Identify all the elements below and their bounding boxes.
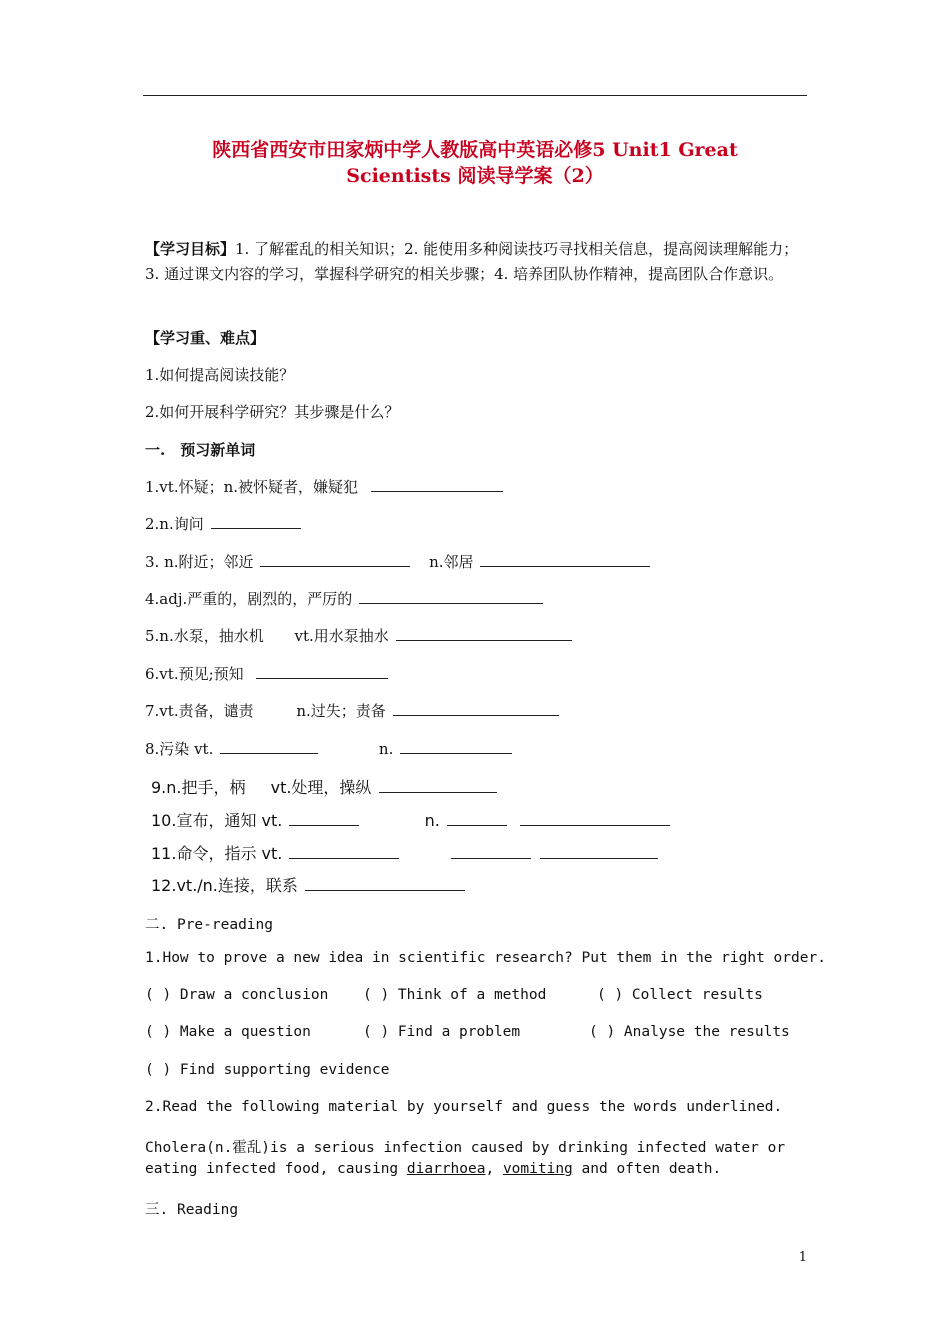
answer-blank[interactable] <box>305 876 465 891</box>
vocab-item-12: 12.vt./n.连接，联系 <box>151 873 465 896</box>
vocab-item-5: 5.n.水泵，抽水机 vt.用水泵抽水 <box>145 625 572 646</box>
underlined-word: diarrhoea <box>406 1161 486 1177</box>
section2-heading: 二. Pre-reading <box>145 917 273 933</box>
answer-blank[interactable] <box>379 778 497 793</box>
vocab-item-7: 7.vt.责备，谴责 n.过失；责备 <box>145 700 559 721</box>
section1-heading: 一. 预习新单词 <box>145 441 256 459</box>
step-option: ( ) Find supporting evidence <box>145 1062 390 1078</box>
answer-blank[interactable] <box>260 552 410 567</box>
pre-reading-question-2: 2.Read the following material by yourself and guess the words underlined. <box>145 1099 783 1115</box>
step-options-row-2 <box>145 1024 790 1040</box>
step-option: ( ) Draw a conclusion <box>145 987 329 1003</box>
passage-line-1: Cholera(n.霍乱)is a serious infection caused by drinking infected water or <box>145 1140 786 1156</box>
step-options-row-3 <box>145 1062 389 1078</box>
underlined-word: vomiting <box>502 1161 573 1177</box>
vocab-item-6: 6.vt.预见;预知 <box>145 663 388 684</box>
answer-blank[interactable] <box>400 739 512 754</box>
vocab-item-9: 9.n.把手，柄 vt.处理，操纵 <box>151 775 497 798</box>
answer-blank[interactable] <box>220 739 318 754</box>
step-option: ( ) Think of a method <box>363 987 547 1003</box>
answer-blank[interactable] <box>289 844 399 859</box>
vocab-item-2: 2.n.询问 <box>145 513 301 534</box>
section3-heading: 三. Reading <box>145 1202 239 1218</box>
step-option: ( ) Make a question <box>145 1024 311 1040</box>
step-option: ( ) Collect results <box>597 987 763 1003</box>
vocab-item-3: 3. n.附近；邻近 n.邻居 <box>145 551 650 572</box>
step-options-row-1 <box>145 987 763 1003</box>
vocab-item-1: 1.vt.怀疑；n.被怀疑者，嫌疑犯 <box>145 476 503 497</box>
answer-blank[interactable] <box>289 811 359 826</box>
answer-blank[interactable] <box>393 701 559 716</box>
vocab-item-11: 11.命令，指示 vt. <box>151 841 658 864</box>
answer-blank[interactable] <box>371 477 503 492</box>
answer-blank[interactable] <box>451 844 531 859</box>
passage-line-2: eating infected food, causing diarrhoea, vomiting and often death. <box>145 1161 722 1177</box>
page-number: 1 <box>798 1250 807 1265</box>
vocab-item-4: 4.adj.严重的，剧烈的，严厉的 <box>145 588 543 609</box>
answer-blank[interactable] <box>540 844 658 859</box>
learning-objectives <box>145 237 807 287</box>
answer-blank[interactable] <box>256 664 388 679</box>
answer-blank[interactable] <box>359 589 543 604</box>
vocab-item-8: 8.污染 vt. n. <box>145 738 512 759</box>
answer-blank[interactable] <box>480 552 650 567</box>
answer-blank[interactable] <box>520 811 670 826</box>
vocab-item-10: 10.宣布，通知 vt. n. <box>151 808 670 831</box>
answer-blank[interactable] <box>211 514 301 529</box>
document-title-line1: 陕西省西安市田家炳中学人教版高中英语必修5 Unit1 Great <box>212 139 738 161</box>
key-question-2: 2.如何开展科学研究？其步骤是什么？ <box>145 403 400 421</box>
key-points-heading: 【学习重、难点】 <box>145 329 266 347</box>
objectives-label: 【学习目标】 <box>145 240 236 258</box>
pre-reading-question-1: 1.How to prove a new idea in scientific research? Put them in the right order. <box>145 950 826 966</box>
step-option: ( ) Analyse the results <box>589 1024 790 1040</box>
header-rule <box>143 95 807 96</box>
objectives-text: 1. 了解霍乱的相关知识；2. 能使用多种阅读技巧寻找相关信息，提高阅读理解能力；3. 通过课文内容的学习，掌握科学研究的相关步骤；4. 培养团队协作精神，提高团队合作意识。 <box>145 240 799 283</box>
answer-blank[interactable] <box>396 626 572 641</box>
key-question-1: 1.如何提高阅读技能？ <box>145 366 295 384</box>
document-title-line2: Scientists 阅读导学案（2） <box>346 165 604 187</box>
step-option: ( ) Find a problem <box>363 1024 521 1040</box>
answer-blank[interactable] <box>447 811 507 826</box>
